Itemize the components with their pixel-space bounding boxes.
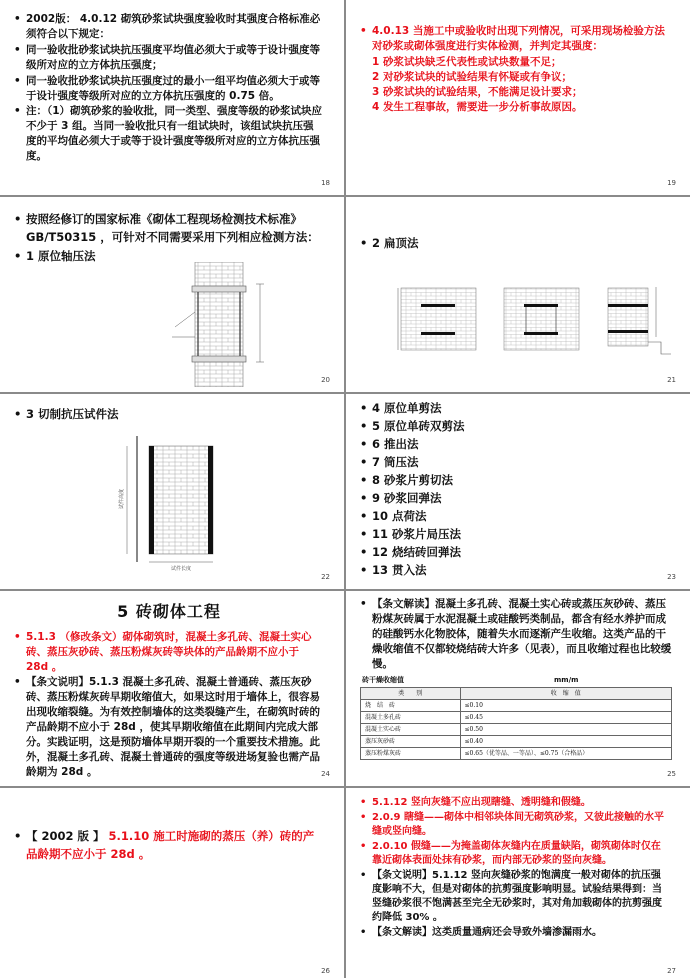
table-row [361,700,672,712]
flat-jack-diagram [386,282,676,362]
table-cell: 蒸压粉煤灰砖 [361,748,461,760]
table-caption [362,676,672,686]
list-item: • 9 砂浆回弹法 [360,490,670,507]
slide-bullet: • 按照经修订的国家标准《砌体工程现场检测技术标准》 GB/T50315 ，可针对不同需要采用下列相应检测方法： [14,211,324,247]
page-number: 18 [321,179,330,188]
list-item: • 6 推出法 [360,436,670,453]
slide-bullet: • 同一验收批砂浆试块抗压强度平均值必须大于或等于设计强度等级所对应的立方体抗压强度； [14,43,324,73]
table-row [361,748,672,760]
slide-24 [0,591,344,786]
table-row [361,736,672,748]
clause-text: 5.1.10 施工时施砌的蒸压（养）砖的产品龄期不应小于 28d 。 [26,829,315,861]
table-cell: ≤0.45 [460,712,671,724]
table-cell: 混凝土多孔砖 [361,712,461,724]
axial-compression-diagram [150,262,300,387]
version-prefix: 【 2002 版 】 [26,829,105,843]
list-item: 1 砂浆试块缺乏代表性或试块数量不足； [372,55,562,68]
page-number: 22 [321,573,330,582]
page-number: 26 [321,967,330,976]
list-item: 4 发生工程事故，需要进一步分析事故原因。 [372,100,583,113]
slide-bullet: • 2002版： 4.0.12 砌筑砂浆试块强度验收时其强度合格标准必须符合以下规定： [14,12,324,42]
slide-bullet: • 同一验收批砂浆试块抗压强度过的最小一组平均值必须大于或等于设计强度等级所对应的立方体抗压强度的 0.75 倍。 [14,74,324,104]
table-header-cell: 收 缩 值 [460,688,671,700]
page-number: 20 [321,376,330,385]
list-item: • 10 点荷法 [360,508,670,525]
list-item: 2 对砂浆试块的试验结果有怀疑或有争议； [372,70,572,83]
slide-bullet: • 2 扁顶法 [360,235,670,253]
slide-19 [346,0,690,195]
list-item: 3 砂浆试块的试验结果，不能满足设计要求； [372,85,583,98]
slide-bullet: • 4.0.13 当施工中或验收时出现下列情况，可采用现场检验方法对砂浆或砌体强度进行实体检测，并判定其强度： [360,24,670,54]
table-row [361,724,672,736]
axis-label-length: 试件长度 [171,566,192,572]
page-number: 23 [667,573,676,582]
page-number: 25 [667,770,676,779]
slide-bullet: • 5.1.3 （修改条文）砌体砌筑时，混凝土多孔砖、混凝土实心砖、蒸压灰砂砖、蒸压粉煤灰砖等块体的产品龄期不应小于 28d 。 [14,630,324,675]
slide-bullet: • 【条文解读】这类质量通病还会导致外墙渗漏雨水。 [360,926,670,940]
slide-bullet [14,828,324,864]
slide-bullet: • 注：（1）砌筑砂浆的验收批，同一类型、强度等级的砂浆试块应不少于 3 组。当同一验收批只有一组试块时，该组试块抗压强度的平均值必须大于或等于设计强度等级所对应的立方体抗压强度。 [14,104,324,164]
cut-specimen-diagram [115,434,255,574]
slide-bullet: • 2.0.9 瞎缝——砌体中相邻块体间无砌筑砂浆，又彼此接触的水平缝或竖向缝。 [360,811,670,839]
slide-bullet: • 【条文说明】5.1.3 混凝土多孔砖、混凝土普通砖、蒸压灰砂砖、蒸压粉煤灰砖早期收缩值大，如果这时用于墙体上，很容易出现收缩裂缝。为有效控制墙体的这类裂缝产生，在砌筑时砖的产品龄期不应小于 28d ，使其早期收缩值在此期间内完成大部分。实践证明，这是预防墙体早期开裂的一个重要技术措施。此外，混凝土多孔砖、混凝土普通砖的强度等级进场复验也需产品龄期为 28d 。 [14,675,324,779]
list-item: • 8 砂浆片剪切法 [360,472,670,489]
slide-bullet: • 5.1.12 竖向灰缝不应出现瞎缝、透明缝和假缝。 [360,796,670,810]
table-cell: 蒸压灰砂砖 [361,736,461,748]
table-cell: 烧 结 砖 [361,700,461,712]
slide-bullet: • 1 原位轴压法 [14,248,324,266]
slide-18 [0,0,344,195]
slide-bullet: • 【条文说明】5.1.12 竖向灰缝砂浆的饱满度一般对砌体的抗压强度影响不大，但是对砌体的抗剪强度影响明显。试验结果得到：当竖缝砂浆很不饱满甚至完全无砂浆时，其对角加载砌体的抗剪强度约降低 30% 。 [360,869,670,925]
slide-26 [0,788,344,978]
slide-bullet: • 2.0.10 假缝——为掩盖砌体灰缝内在质量缺陷，砌筑砌体时仅在靠近砌体表面处抹有砂浆，而内部无砂浆的竖向灰缝。 [360,840,670,868]
table-header-row [361,688,672,700]
table-cell: 混凝土实心砖 [361,724,461,736]
list-item: • 12 烧结砖回弹法 [360,544,670,561]
slide-bullet: • 3 切制抗压试件法 [14,406,324,424]
slide-21 [346,197,690,392]
table-cell: ≤0.50 [460,724,671,736]
axis-label-height: 试件高度 [119,488,125,509]
slide-23 [346,394,690,589]
list-item: • 5 原位单砖双剪法 [360,418,670,435]
slide-27 [346,788,690,978]
page-number: 19 [667,179,676,188]
slide-bullet: • 【条文解读】混凝土多孔砖、混凝土实心砖或蒸压灰砂砖、蒸压粉煤灰砖属于水泥混凝土或硅酸钙类制品，都含有经水养护而成的硅酸钙水化物胶体，随着失水而逐渐产生收缩。这类产品的干燥收缩值不仅都较烧结砖大许多（见表），而且收缩过程也比较缓慢。 [360,597,672,672]
list-item: • 13 贯入法 [360,562,670,579]
list-item: • 11 砂浆片局压法 [360,526,670,543]
page-number: 24 [321,770,330,779]
list-item: • 4 原位单剪法 [360,400,670,417]
page-number: 21 [667,376,676,385]
table-cell: ≤0.10 [460,700,671,712]
table-cell: ≤0.65（优等品、一等品）、≤0.75（合格品） [460,748,671,760]
page-number: 27 [667,967,676,976]
slide-25 [346,591,690,786]
table-cell: ≤0.40 [460,736,671,748]
section-heading: 5 砖砌体工程 [117,602,221,621]
slide-22 [0,394,344,589]
table-row [361,712,672,724]
table-unit: mm/m [554,675,579,684]
table-title: 砖干燥收缩值 [362,675,404,684]
shrinkage-table [360,687,672,760]
list-item: • 7 筒压法 [360,454,670,471]
table-header-cell: 类 别 [361,688,461,700]
slide-20 [0,197,344,392]
